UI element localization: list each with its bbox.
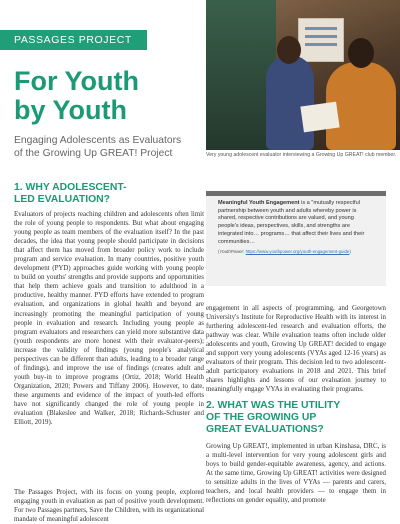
section-2-heading-line-2: OF THE GROWING UP — [206, 412, 317, 423]
section-1-paragraph-2: The Passages Project, with its focus on young people, explored engaging youth in evaluation as part of positive youth development. For two Passages partners, Save the Children, with its organizational mandate of meaningful adolescent — [14, 489, 204, 524]
subtitle-line-1: Engaging Adolescents as Evaluators — [14, 135, 182, 146]
section-1-heading — [14, 182, 204, 206]
title-line-1: For Youth — [14, 66, 139, 96]
photo-person-left — [266, 55, 314, 150]
callout-text — [218, 200, 374, 246]
banner-label: PASSAGES PROJECT — [14, 34, 132, 46]
section-2-heading-line-1: 2. WHAT WAS THE UTILITY — [206, 400, 341, 411]
callout-body: is a "mutually respectful partnership between youth and adults whereby power is shared, respective contributions are valued, and young people's ideas, perspectives, skills, and strengths are integrated into… programs… that affect their lives and their communities… — [218, 200, 365, 245]
section-2-paragraph-1: Growing Up GREAT!, implemented in urban Kinshasa, DRC, is a multi-level intervention for very young adolescent girls and boys to build gender-equitable awareness, agency, and actions. At the same time, Growing Up GREAT! activities were designed to sensitize adults in the lives of VYAs — parents and carers, teachers, and local health providers — to engage them in reflections on gender equality, and promote — [206, 443, 386, 505]
column-2-paragraph-1: engagement in all aspects of programming, and Georgetown University's Institute for Reproductive Health with its interest in furthering adolescent-led research and evaluation efforts, the pathway was clear. While evaluation teams often include older adolescents and youth, Growing Up GREAT! decided to engage and support very young adolescents (VYAs aged 12-16 years) as evaluators of their program. This decision led to two adolescent-adult participatory evaluations in 2018 and 2021. This brief shares highlights and lessons of our evaluation journey to meaningfully engage VYAs in evaluating their programs. — [206, 305, 386, 394]
page-title — [14, 67, 139, 125]
section-1-heading-line-2: LED EVALUATION? — [14, 194, 111, 205]
photo-poster — [298, 18, 344, 62]
callout-term: Meaningful Youth Engagement — [218, 200, 300, 206]
evaluator-photo — [206, 0, 400, 150]
photo-caption: Very young adolescent evaluator interviewing a Growing Up GREAT! club member. — [206, 152, 397, 158]
callout-source: (YouthPower: https://www.youthpower.org/youth-engagement-guide) — [218, 249, 351, 255]
page-subtitle — [14, 135, 204, 160]
photo-person-left-head — [277, 36, 301, 64]
subtitle-line-2: of the Growing Up GREAT! Project — [14, 147, 173, 159]
project-banner — [0, 30, 147, 50]
definition-callout — [206, 191, 386, 286]
section-2-heading-line-3: GREAT EVALUATIONS? — [206, 424, 324, 435]
section-2-heading — [206, 400, 391, 436]
title-line-2: by Youth — [14, 95, 127, 125]
section-1-heading-line-1: 1. WHY ADOLESCENT- — [14, 182, 127, 193]
callout-source-name: YouthPower — [219, 249, 244, 255]
photo-person-right-head — [348, 38, 374, 68]
photo-notebook — [300, 102, 339, 133]
section-1-paragraph-1: Evaluators of projects reaching children and adolescents often limit the role of young people to respondents. But what about engaging young people as team members of the evaluation itself? In the past decades, the idea that young people should participate in decisions that affect them has moved from broader policy work to include program and service evaluation. In many countries, positive youth development (PYD) approaches guide working with young people to build on youths' strengths and provide supports and opportunities that help them achieve goals and transition to adulthood in a productive, healthy manner. PYD efforts have extended to program evaluation, and organizations in global health and beyond are increasingly promoting the meaningful participation of young people in evaluation and research. Including young people as program evaluators and researchers can yield more substantive data (youth respondents are more honest with their evaluator-peers); increase the validity of findings (young people's analytical perspectives can be different than adults, leading to a broader range of findings), and improve the use of findings (creates adult and youth buy-in to improve programs (Ortiz, 2018; World Health Organization, 2020; Powers and Tiffany 2006). However, to date, these arguments and evidence of the impact of youth-led efforts have not significantly changed the role of young people in evaluation (Blakeslee and Walker, 2018; Richards-Schuster and Elliott, 2019). — [14, 211, 204, 427]
callout-source-link[interactable]: https://www.youthpower.org/youth-engagement-guide — [245, 249, 350, 255]
